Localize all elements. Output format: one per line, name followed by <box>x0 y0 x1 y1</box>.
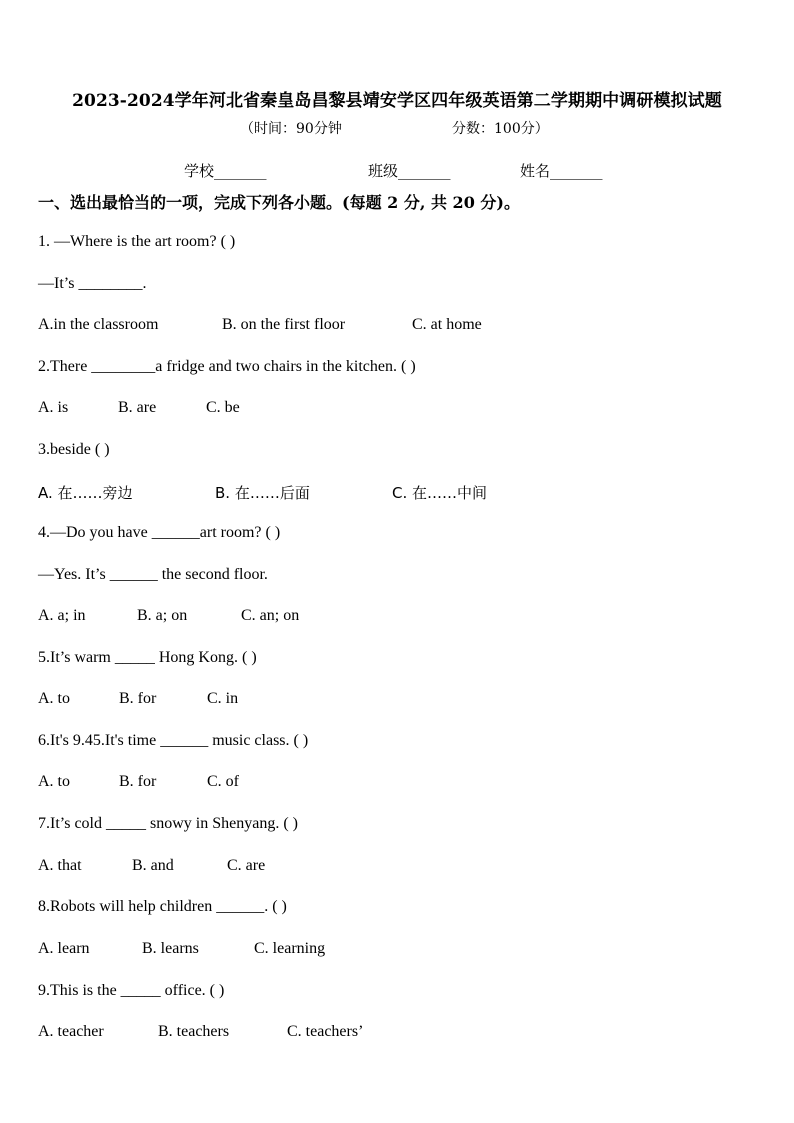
exam-title: 2023-2024学年河北省秦皇岛昌黎县靖安学区四年级英语第二学期期中调研模拟试题 <box>72 91 722 111</box>
question-9-option-a: A. teacher <box>38 1023 104 1040</box>
question-5-option-b: B. for <box>119 690 157 707</box>
question-8-option-b: B. learns <box>142 940 199 957</box>
question-6-option-b: B. for <box>119 773 157 790</box>
question-7-option-c: C. are <box>227 857 266 874</box>
question-5-line-1: 5.It’s warm _____ Hong Kong. ( ) <box>38 649 257 666</box>
question-4-option-b: B. a; on <box>137 607 188 624</box>
question-2-option-a: A. is <box>38 399 69 416</box>
question-2-line-1: 2.There ________a fridge and two chairs in the kitchen. ( ) <box>38 358 416 375</box>
question-1-line-2: —It’s ________. <box>38 275 147 292</box>
question-7-option-b: B. and <box>132 857 174 874</box>
question-6-option-a: A. to <box>38 773 70 790</box>
question-6-option-c: C. of <box>207 773 239 790</box>
question-9-line-1: 9.This is the _____ office. ( ) <box>38 982 225 999</box>
question-4-option-a: A. a; in <box>38 607 86 624</box>
exam-score: 分数：100分） <box>452 121 549 137</box>
class-field: 班级_______ <box>368 162 451 180</box>
question-3-option-b: B. 在……后面 <box>215 484 310 502</box>
question-8-option-c: C. learning <box>254 940 326 957</box>
question-7-line-1: 7.It’s cold _____ snowy in Shenyang. ( ) <box>38 815 298 832</box>
question-9-option-c: C. teachers’ <box>287 1023 364 1040</box>
question-1-option-b: B. on the first floor <box>222 316 346 333</box>
question-6-line-1: 6.It's 9.45.It's time ______ music class. ( ) <box>38 732 309 749</box>
question-5-option-c: C. in <box>207 690 239 707</box>
question-1-option-c: C. at home <box>412 316 482 333</box>
question-2-option-c: C. be <box>206 399 240 416</box>
question-1-line-1: 1. —Where is the art room? ( ) <box>38 233 236 250</box>
question-4-line-1: 4.—Do you have ______art room? ( ) <box>38 524 281 541</box>
question-8-line-1: 8.Robots will help children ______. ( ) <box>38 898 287 915</box>
question-3-option-a: A. 在……旁边 <box>38 484 133 502</box>
question-1-option-a: A.in the classroom <box>38 316 159 333</box>
question-2-option-b: B. are <box>118 399 157 416</box>
name-field: 姓名_______ <box>520 162 603 180</box>
question-3-option-c: C. 在……中间 <box>392 484 488 502</box>
question-8-option-a: A. learn <box>38 940 90 957</box>
question-4-line-2: —Yes. It’s ______ the second floor. <box>38 566 268 583</box>
question-5-option-a: A. to <box>38 690 70 707</box>
school-field: 学校_______ <box>184 162 267 180</box>
question-4-option-c: C. an; on <box>241 607 300 624</box>
section-heading: 一、选出最恰当的一项，完成下列各小题。(每题 2 分, 共 20 分)。 <box>38 193 520 212</box>
question-3-line-1: 3.beside ( ) <box>38 441 110 458</box>
exam-time: （时间：90分钟 <box>240 121 342 137</box>
question-7-option-a: A. that <box>38 857 82 874</box>
question-9-option-b: B. teachers <box>158 1023 230 1040</box>
